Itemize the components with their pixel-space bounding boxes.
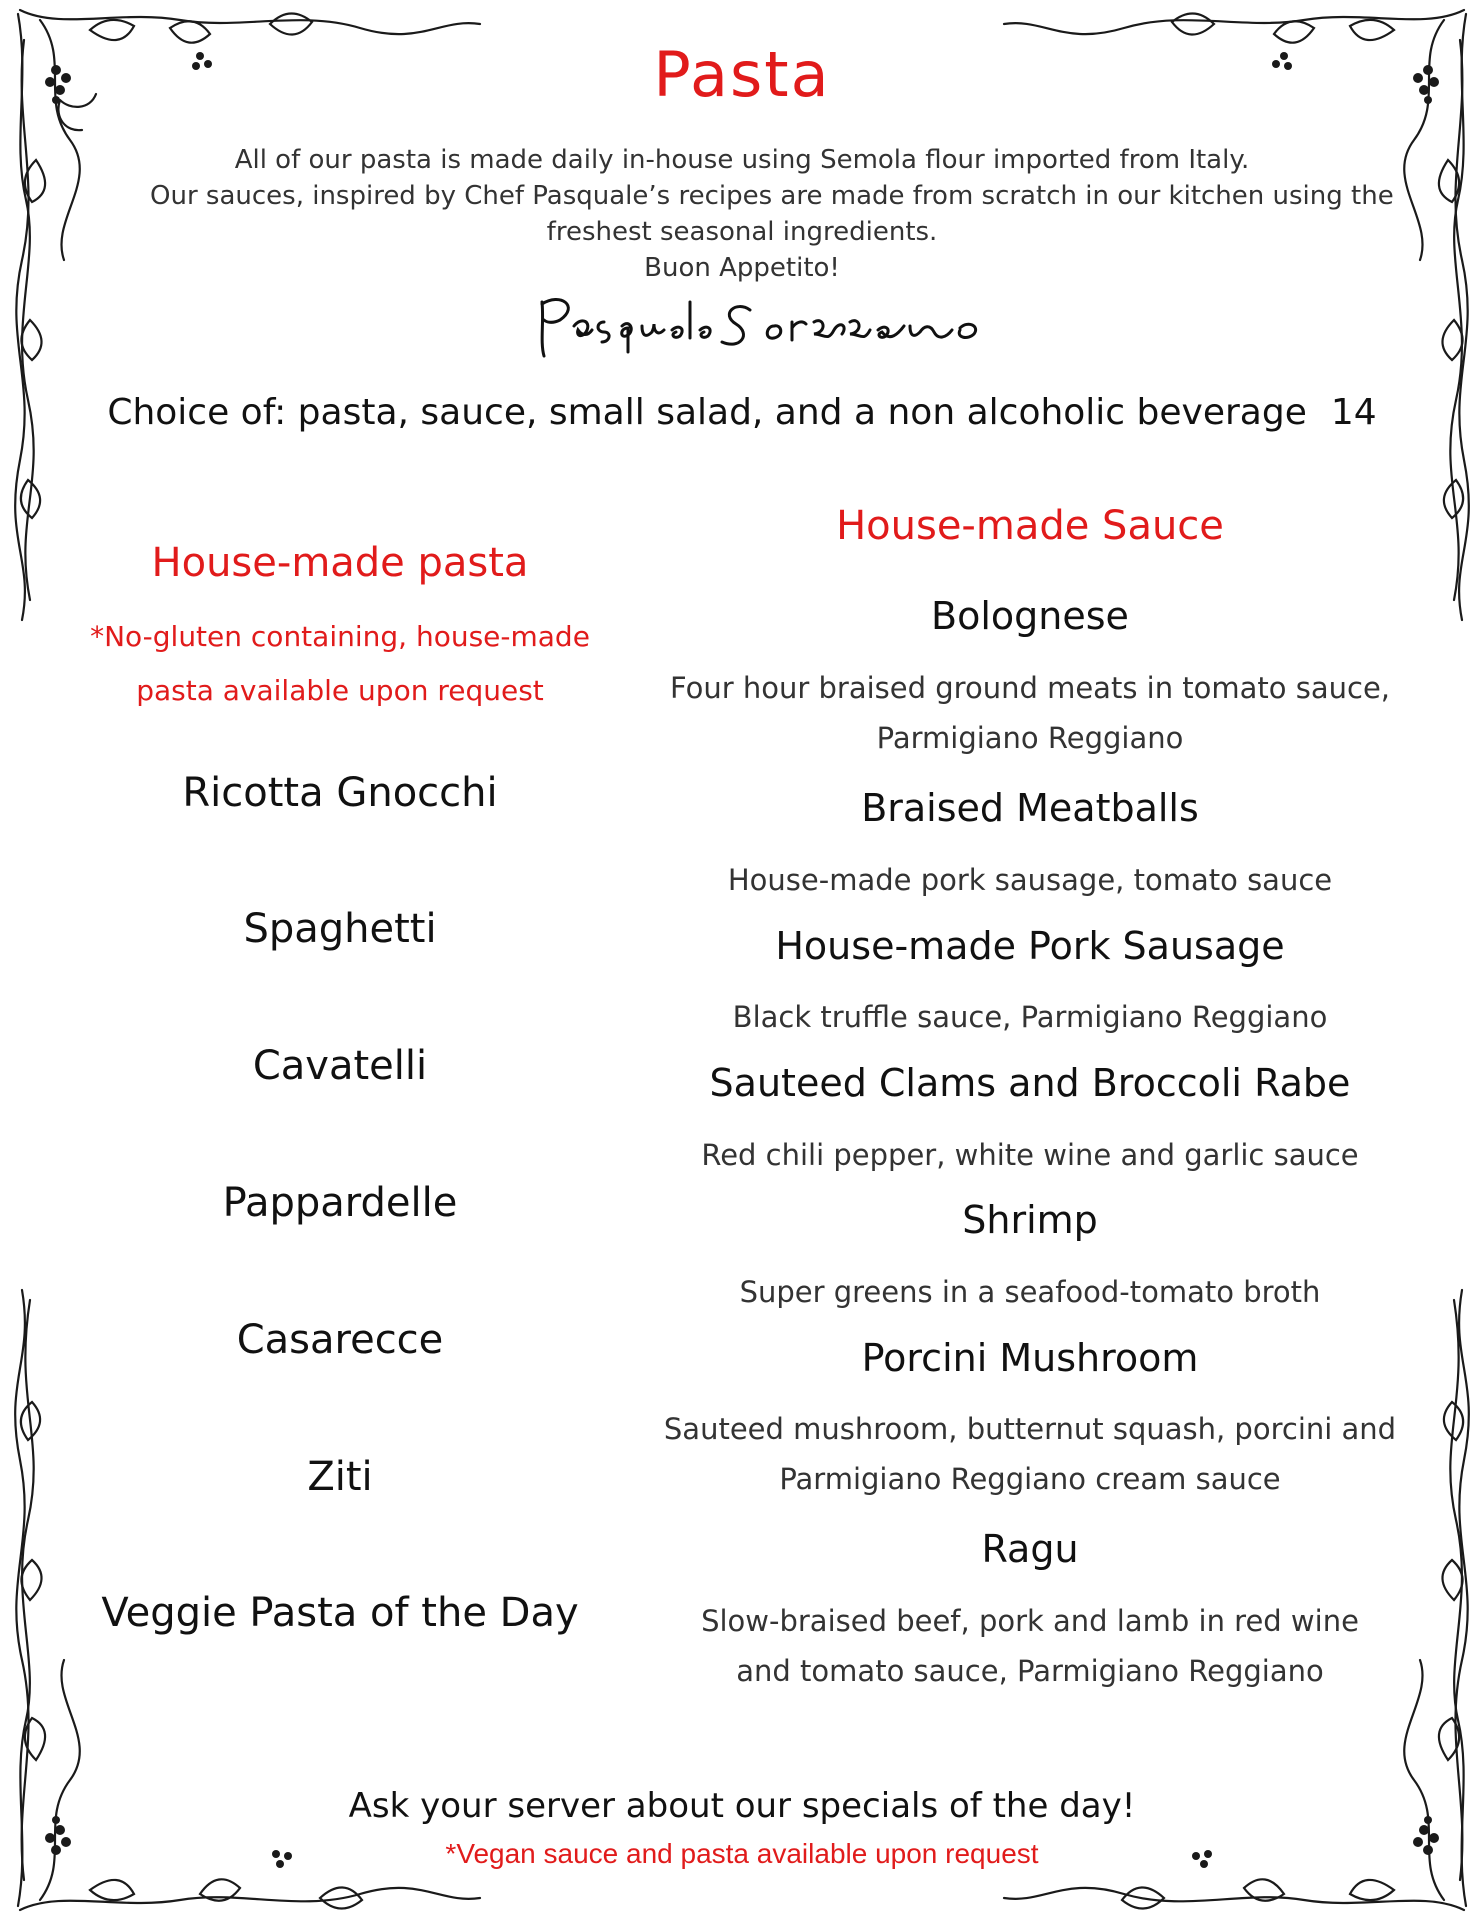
- sauce-description-line: Parmigiano Reggiano cream sauce: [779, 1462, 1281, 1496]
- specials-note: Ask your server about our specials of the day!: [348, 1786, 1136, 1826]
- sauce-name: Braised Meatballs: [861, 786, 1199, 830]
- gluten-free-note: [60, 610, 620, 718]
- intro-line: Buon Appetito!: [644, 253, 840, 283]
- intro-text: [150, 142, 1394, 286]
- sauce-heading: House-made Sauce: [836, 503, 1224, 549]
- sauce-description: [640, 855, 1420, 905]
- pasta-item: Pappardelle: [222, 1180, 458, 1226]
- sauce-description-line: Parmigiano Reggiano: [876, 721, 1184, 755]
- sauce-name: Ragu: [981, 1527, 1079, 1571]
- combo-offer: [0, 392, 1484, 433]
- pasta-item: Casarecce: [236, 1317, 444, 1363]
- sauce-description-line: Super greens in a seafood-tomato broth: [739, 1275, 1321, 1309]
- pasta-item: Veggie Pasta of the Day: [101, 1590, 579, 1636]
- page-title: Pasta: [653, 38, 831, 111]
- sauce-description-line: Four hour braised ground meats in tomato sauce,: [669, 671, 1391, 705]
- vegan-note: *Vegan sauce and pasta available upon request: [445, 1838, 1039, 1869]
- combo-price: 14: [1330, 392, 1377, 433]
- gluten-free-note-line: pasta available upon request: [136, 674, 544, 707]
- sauce-description: [640, 992, 1420, 1042]
- combo-offer-text: Choice of: pasta, sauce, small salad, and a non alcoholic beverage: [107, 392, 1307, 433]
- pasta-heading: House-made pasta: [151, 540, 529, 586]
- intro-line: freshest seasonal ingredients.: [546, 217, 938, 247]
- sauce-description: [640, 1130, 1420, 1180]
- pasta-item: Ricotta Gnocchi: [182, 770, 498, 816]
- pasta-item: Cavatelli: [252, 1043, 428, 1089]
- sauce-name: Shrimp: [962, 1198, 1098, 1242]
- sauce-name: House-made Pork Sausage: [775, 924, 1285, 968]
- sauce-description-line: Black truffle sauce, Parmigiano Reggiano: [732, 1000, 1328, 1034]
- sauce-description: [640, 1596, 1420, 1696]
- gluten-free-note-line: *No-gluten containing, house-made: [90, 620, 590, 653]
- sauce-description: [640, 1267, 1420, 1317]
- sauce-description-line: and tomato sauce, Parmigiano Reggiano: [736, 1654, 1324, 1688]
- sauce-description-line: Slow-braised beef, pork and lamb in red wine: [701, 1604, 1359, 1638]
- sauce-description-line: Red chili pepper, white wine and garlic sauce: [701, 1138, 1359, 1172]
- pasta-item: Spaghetti: [243, 906, 437, 952]
- sauce-description-line: Sauteed mushroom, butternut squash, porcini and: [663, 1412, 1397, 1446]
- sauce-description-line: House-made pork sausage, tomato sauce: [727, 863, 1333, 897]
- sauce-description: [640, 1404, 1420, 1504]
- chef-signature-image: [530, 282, 990, 362]
- sauce-name: Bolognese: [931, 594, 1129, 638]
- pasta-item: Ziti: [307, 1454, 373, 1500]
- sauce-name: Sauteed Clams and Broccoli Rabe: [709, 1061, 1351, 1105]
- sauce-description: [640, 663, 1420, 763]
- intro-line: Our sauces, inspired by Chef Pasquale’s recipes are made from scratch in our kitchen using the: [150, 181, 1394, 211]
- intro-line: All of our pasta is made daily in-house using Semola flour imported from Italy.: [234, 145, 1250, 175]
- sauce-name: Porcini Mushroom: [861, 1336, 1199, 1380]
